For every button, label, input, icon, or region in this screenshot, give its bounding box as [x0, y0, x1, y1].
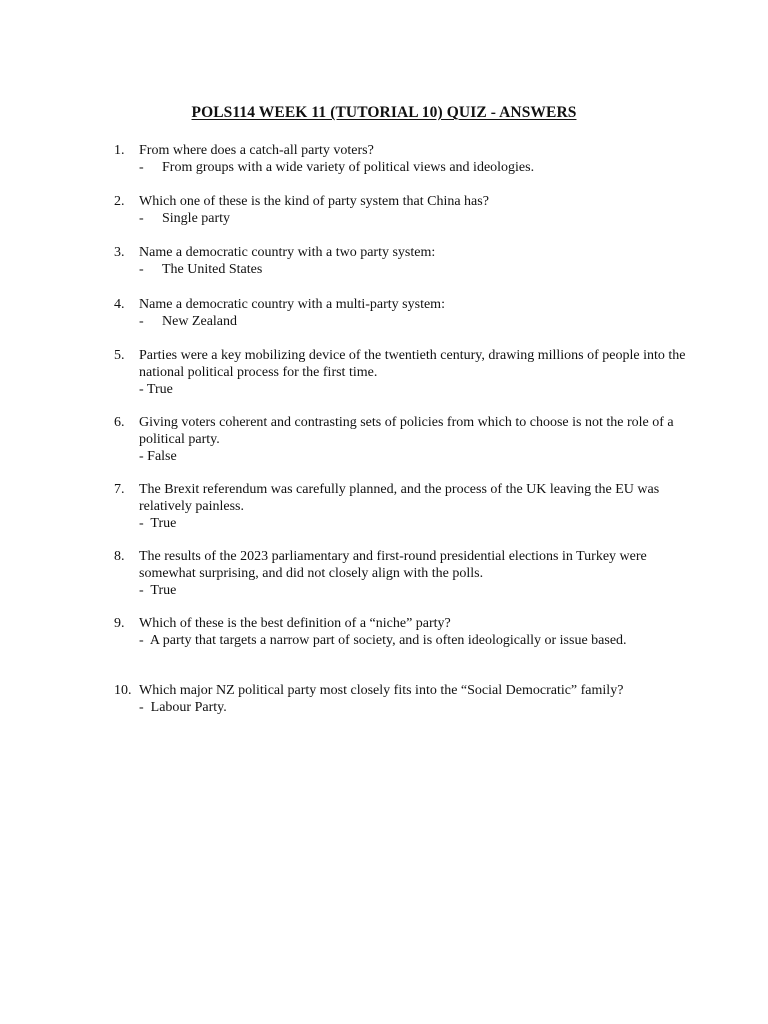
document-title: POLS114 WEEK 11 (TUTORIAL 10) QUIZ - ANSWERS — [191, 104, 577, 121]
answer: - True — [139, 583, 177, 598]
question-text: Name a democratic country with a multi-party system: — [139, 297, 445, 312]
answer-text: Single party — [162, 211, 231, 226]
answer-dash: - — [139, 160, 144, 175]
question-9 — [114, 615, 694, 649]
question-text: Which one of these is the kind of party system that China has? — [139, 194, 489, 209]
answer — [139, 261, 694, 278]
question-text: Which of these is the best definition of a “niche” party? — [139, 616, 451, 631]
question-text: Which major NZ political party most closely fits into the “Social Democratic” family? — [139, 683, 624, 698]
question-number: 1. — [114, 143, 125, 158]
answer-dash: - — [139, 262, 144, 277]
question-6 — [114, 414, 694, 465]
answer: - Labour Party. — [139, 700, 227, 715]
question-text: The Brexit referendum was carefully planned, and the process of the UK leaving the EU was relatively painless. — [139, 482, 660, 514]
question-7 — [114, 481, 694, 532]
question-5 — [114, 347, 694, 398]
question-text: Name a democratic country with a two party system: — [139, 245, 436, 260]
answer: - False — [139, 449, 177, 464]
question-number: 8. — [114, 549, 125, 564]
answer: - True — [139, 516, 177, 531]
question-number: 3. — [114, 245, 125, 260]
question-number: 10. — [114, 683, 132, 698]
question-number: 2. — [114, 194, 125, 209]
question-4 — [114, 296, 694, 330]
answer — [139, 210, 694, 227]
question-number: 5. — [114, 348, 125, 363]
question-1 — [114, 142, 694, 176]
answer — [139, 159, 694, 176]
answer-dash: - — [139, 314, 144, 329]
question-text: Giving voters coherent and contrasting sets of policies from which to choose is not the role of a political party. — [139, 415, 674, 447]
question-number: 9. — [114, 616, 125, 631]
question-10 — [114, 682, 694, 716]
answer-dash: - — [139, 211, 144, 226]
question-2 — [114, 193, 694, 227]
answer: - A party that targets a narrow part of society, and is often ideologically or issue based. — [139, 633, 627, 648]
answer-text: From groups with a wide variety of political views and ideologies. — [162, 160, 535, 175]
question-text: Parties were a key mobilizing device of the twentieth century, drawing millions of people into the national political process for the first time. — [139, 348, 686, 380]
question-text: From where does a catch-all party voters? — [139, 143, 374, 158]
answer: - True — [139, 382, 173, 397]
question-3 — [114, 244, 694, 278]
question-number: 7. — [114, 482, 125, 497]
answer-text: New Zealand — [162, 314, 238, 329]
question-text: The results of the 2023 parliamentary and first-round presidential elections in Turkey were somewhat surprising, and did not closely align with the polls. — [139, 549, 647, 581]
answer — [139, 313, 694, 330]
question-8 — [114, 548, 694, 599]
question-number: 6. — [114, 415, 125, 430]
answer-text: The United States — [162, 262, 263, 277]
question-number: 4. — [114, 297, 125, 312]
